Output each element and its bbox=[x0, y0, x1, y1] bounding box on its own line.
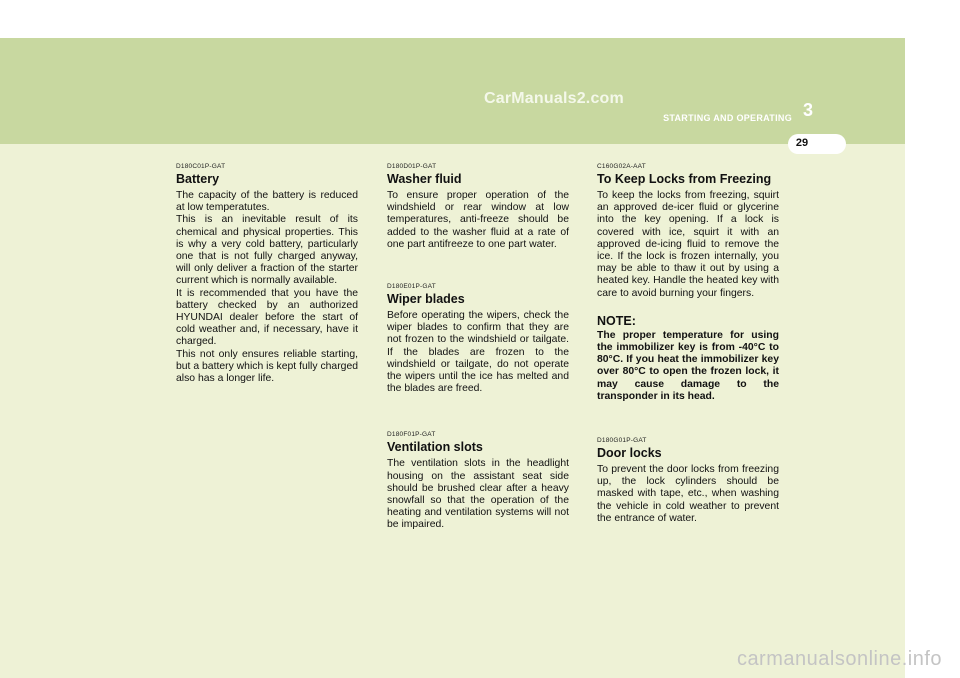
column-left bbox=[176, 163, 358, 385]
site-watermark[interactable]: CarManuals2.com bbox=[484, 90, 624, 107]
section-heading: Ventilation slots bbox=[387, 440, 483, 455]
section-code: D180E01P-GAT bbox=[387, 283, 436, 291]
section-body: To keep the locks from freezing, squirt an approved de-icer fluid or glycerine into the key opening. If a lock is covered with ice, squirt it with an approved de-icing fluid to remove the ice. If the lock is frozen internally, you may be able to thaw it out by using a heated key. Handle the heated key with care to avoid burning your fingers. bbox=[597, 190, 779, 299]
section-battery bbox=[176, 163, 358, 385]
section-body: To ensure proper operation of the windshield or rear window at low temperatures, anti-freeze should be added to the washer fluid at a rate of one part antifreeze to one part water. bbox=[387, 190, 569, 250]
column-right bbox=[597, 163, 779, 525]
section-body: Before operating the wipers, check the wiper blades to confirm that they are not frozen to the windshield or tailgate. If the blades are frozen to the windshield or tailgate, do not operate the wipers until the ice has melted and the blades are freed. bbox=[387, 310, 569, 395]
section-heading: Door locks bbox=[597, 446, 662, 461]
section-body: The ventilation slots in the headlight housing on the assistant seat side should be brushed clear after a heavy snowfall so that the operation of the heating and ventilation systems will not be impaired. bbox=[387, 458, 569, 531]
section-code: D180G01P-GAT bbox=[597, 437, 647, 445]
header-band bbox=[0, 38, 905, 144]
section-heading: Wiper blades bbox=[387, 292, 465, 307]
section-heading: Washer fluid bbox=[387, 172, 462, 186]
section-code: D180D01P-GAT bbox=[387, 163, 437, 170]
section-body: The capacity of the battery is reduced at low temperatutes. This is an inevitable result of its chemical and physical properties. This is why a very cold battery, particularly one that is not fully charged anyway, will only deliver a fraction of the starter current which is normally available. It is recommended that you have the battery checked by an authorized HYUNDAI dealer before the start of cold weather and, if necessary, have it charged. This not only ensures reliable starting, but a battery which is kept fully charged also has a longer life. bbox=[176, 190, 358, 385]
section-code: D180C01P-GAT bbox=[176, 163, 226, 170]
section-wiper-blades bbox=[387, 283, 569, 395]
section-door-locks bbox=[597, 437, 779, 525]
section-body: To prevent the door locks from freezing up, the lock cylinders should be masked with tape, etc., when washing the vehicle in cold weather to prevent the entrance of water. bbox=[597, 464, 779, 524]
footer-watermark[interactable]: carmanualsonline.info bbox=[736, 648, 942, 670]
section-keep-locks bbox=[597, 163, 779, 403]
section-code: C160G02A-AAT bbox=[597, 163, 646, 170]
section-ventilation-slots bbox=[387, 431, 569, 531]
section-code: D180F01P-GAT bbox=[387, 431, 436, 439]
section-heading: Battery bbox=[176, 172, 220, 186]
note-title: NOTE: bbox=[597, 313, 636, 328]
section-heading: To Keep Locks from Freezing bbox=[597, 172, 772, 186]
section-washer-fluid bbox=[387, 163, 569, 251]
page-number: 29 bbox=[795, 137, 809, 149]
column-middle bbox=[387, 163, 569, 532]
note-body: The proper temperature for using the immobilizer key is from -40°C to 80°C. If you heat the immobilizer key over 80°C to open the frozen lock, it may cause damage to the transponder in its head. bbox=[597, 329, 779, 402]
chapter-title: STARTING AND OPERATING bbox=[663, 113, 792, 123]
chapter-number: 3 bbox=[803, 100, 814, 120]
